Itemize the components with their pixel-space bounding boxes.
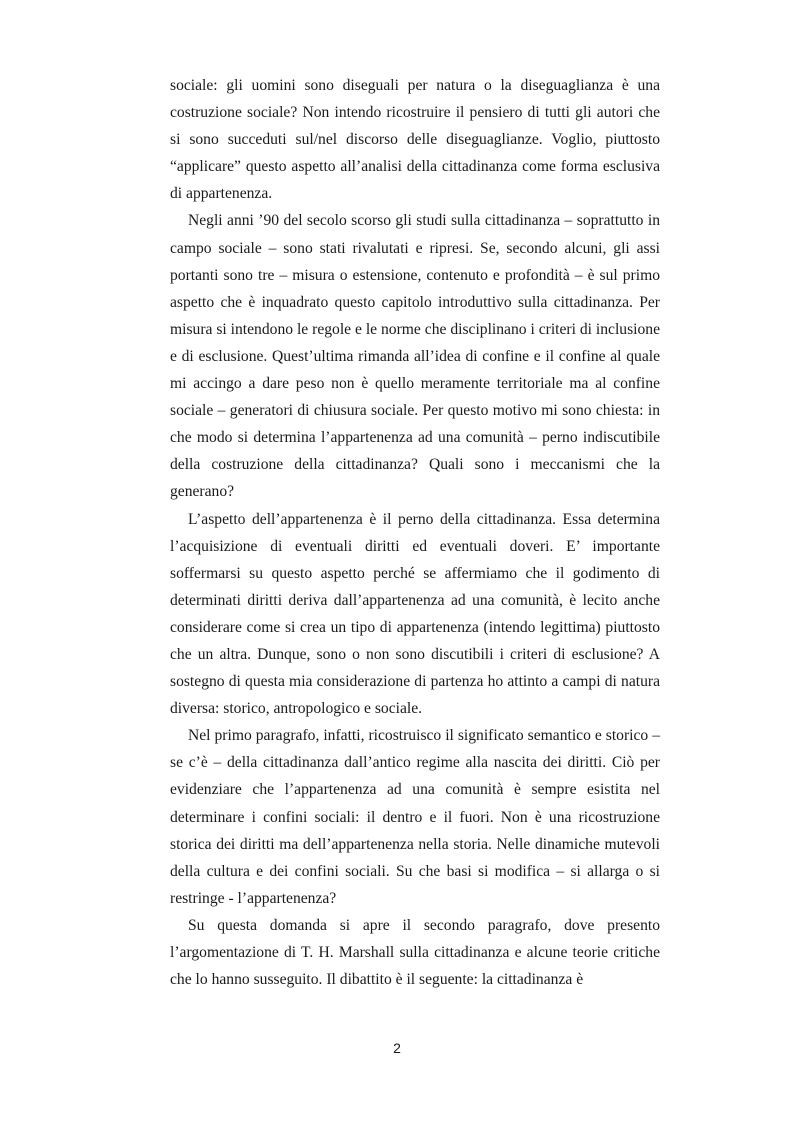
paragraph: Negli anni ’90 del secolo scorso gli studi sulla cittadinanza – soprattutto in campo sociale – sono stati rivalutati e ripresi. Se, secondo alcuni, gli assi portanti sono tre – misura o estensione, contenuto e profondità – è sul primo aspetto che è inquadrato questo capitolo introduttivo sulla cittadinanza. Per misura si intendono le regole e le norme che disciplinano i criteri di inclusione e di esclusione. Quest’ultima rimanda all’idea di confine e il confine al quale mi accingo a dare peso non è quello meramente territoriale ma al confine sociale – generatori di chiusura sociale. Per questo motivo mi sono chiesta: in che modo si determina l’appartenenza ad una comunità – perno indiscutibile della costruzione della cittadinanza? Quali sono i meccanismi che la generano?: [170, 212, 660, 501]
page-body: [170, 72, 660, 993]
paragraph: Nel primo paragrafo, infatti, ricostruisco il significato semantico e storico – se c’è – della cittadinanza dall’antico regime alla nascita dei diritti. Ciò per evidenziare che l’appartenenza ad una comunità è sempre esistita nel determinare i confini sociali: il dentro e il fuori. Non è una ricostruzione storica dei diritti ma dell’appartenenza nella storia. Nelle dinamiche mutevoli della cultura e dei confini sociali. Su che basi si modifica – si allarga o si restringe - l’appartenenza?: [170, 727, 660, 907]
paragraph: L’aspetto dell’appartenenza è il perno della cittadinanza. Essa determina l’acquisizione di eventuali diritti ed eventuali doveri. E’ importante soffermarsi su questo aspetto perché se affermiamo che il godimento di determinati diritti deriva dall’appartenenza ad una comunità, è lecito anche considerare come si crea un tipo di appartenenza (intendo legittima) piuttosto che un altra. Dunque, sono o non sono discutibili i criteri di esclusione? A sostegno di questa mia considerazione di partenza ho attinto a campi di natura diversa: storico, antropologico e sociale.: [170, 510, 660, 718]
page-number: 2: [393, 1040, 401, 1056]
paragraph-continuation: sociale: gli uomini sono diseguali per natura o la diseguaglianza è una costruzione sociale? Non intendo ricostruire il pensiero di tutti gli autori che si sono succeduti sul/nel discorso delle diseguaglianze. Voglio, piuttosto “applicare” questo aspetto all’analisi della cittadinanza come forma esclusiva di appartenenza.: [170, 77, 660, 203]
paragraph: Su questa domanda si apre il secondo paragrafo, dove presento l’argomentazione di T. H. Marshall sulla cittadinanza e alcune teorie critiche che lo hanno susseguito. Il dibattito è il seguente: la cittadinanza è: [170, 916, 660, 989]
